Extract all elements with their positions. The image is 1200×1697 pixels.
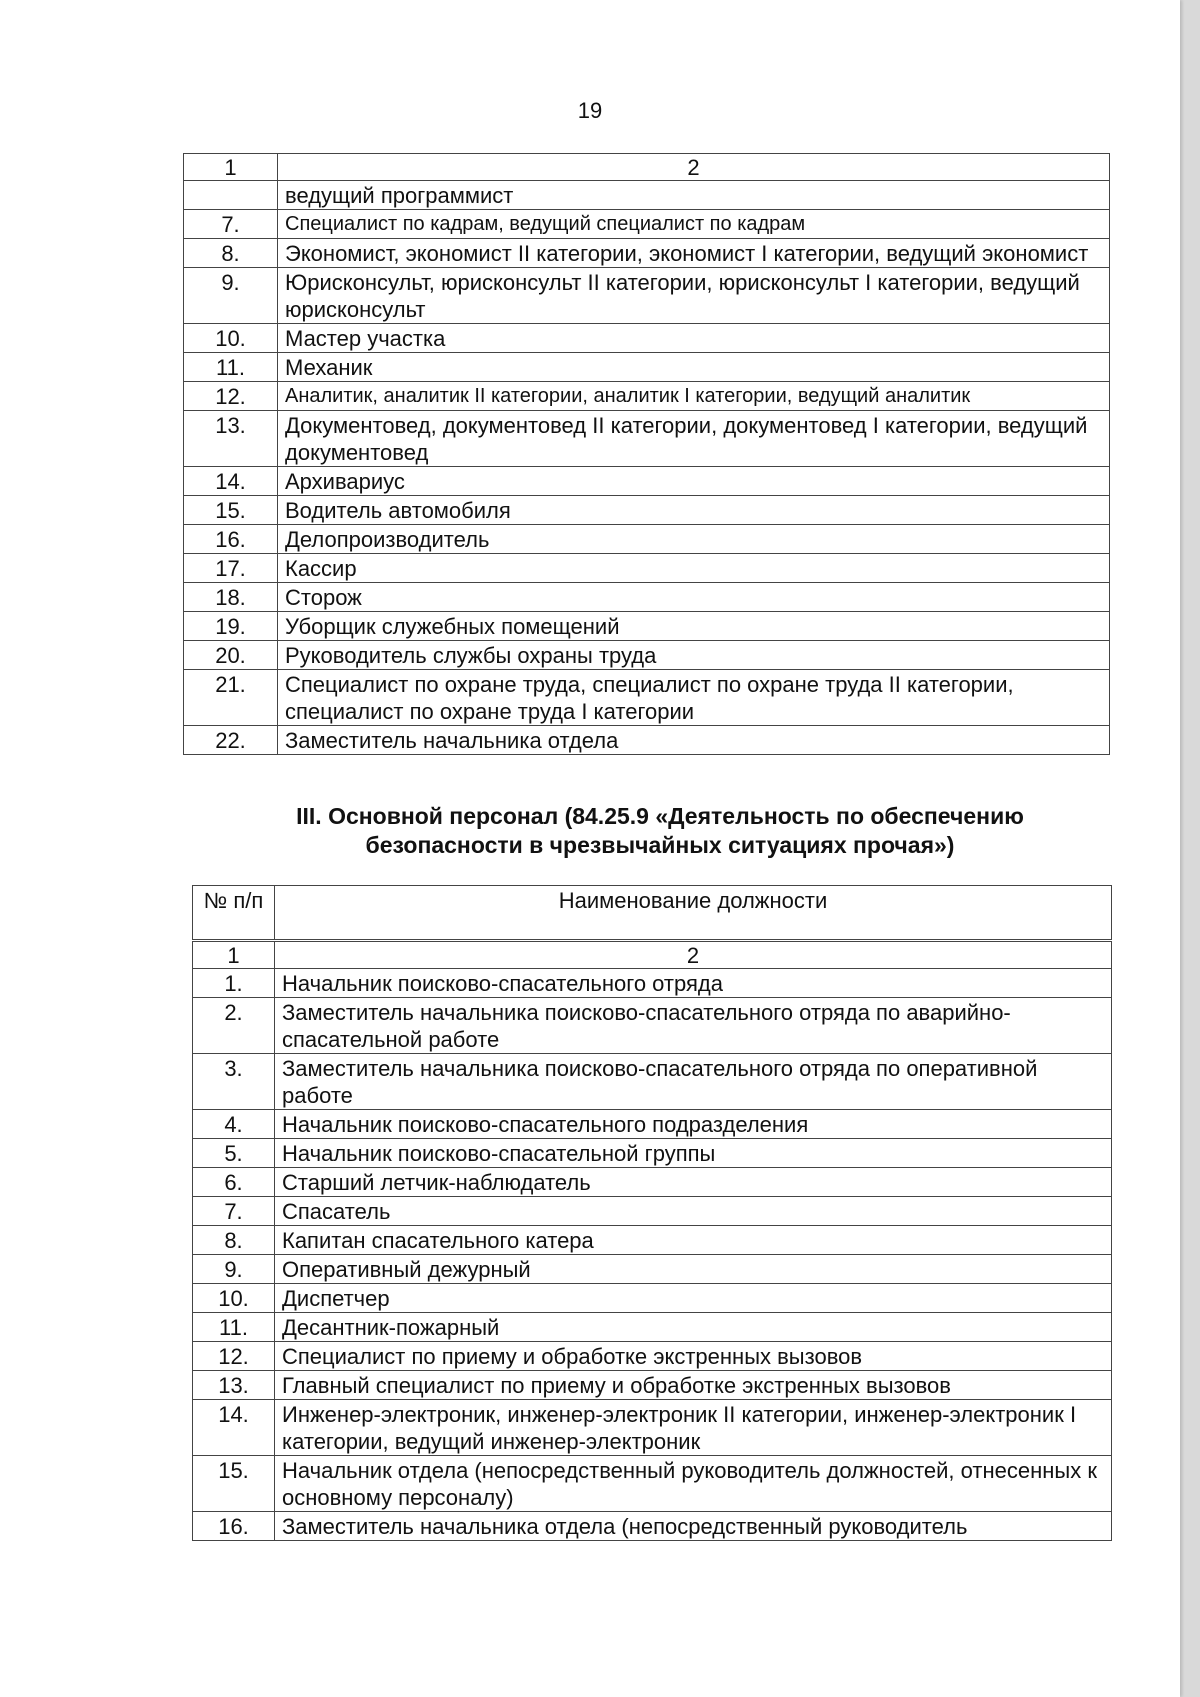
table-row xyxy=(193,1139,1112,1168)
row-number: 5. xyxy=(193,1139,275,1168)
table-row xyxy=(184,670,1110,726)
table-row xyxy=(193,1342,1112,1371)
position-name: Специалист по кадрам, ведущий специалист по кадрам xyxy=(278,210,1110,239)
position-name: Главный специалист по приему и обработке экстренных вызовов xyxy=(275,1371,1112,1400)
row-number: 2. xyxy=(193,998,275,1054)
table-row xyxy=(193,1168,1112,1197)
core-staff-table-body xyxy=(193,886,1112,1541)
row-number: 15. xyxy=(193,1456,275,1512)
table-row xyxy=(193,1313,1112,1342)
position-name: Кассир xyxy=(278,554,1110,583)
position-name: Начальник поисково-спасательного отряда xyxy=(275,969,1112,998)
row-number: 14. xyxy=(184,467,278,496)
position-name: Заместитель начальника поисково-спасательного отряда по аварийно-спасательной работе xyxy=(275,998,1112,1054)
position-name: Руководитель службы охраны труда xyxy=(278,641,1110,670)
position-name: Заместитель начальника поисково-спасательного отряда по оперативной работе xyxy=(275,1054,1112,1110)
column-number-row xyxy=(184,154,1110,181)
position-name: Экономист, экономист II категории, экономист I категории, ведущий экономист xyxy=(278,239,1110,268)
position-name: Аналитик, аналитик II категории, аналитик I категории, ведущий аналитик xyxy=(278,382,1110,411)
table-row xyxy=(193,1400,1112,1456)
row-number: 3. xyxy=(193,1054,275,1110)
position-name: Документовед, документовед II категории, документовед I категории, ведущий документовед xyxy=(278,411,1110,467)
table-row xyxy=(184,726,1110,755)
row-number: 15. xyxy=(184,496,278,525)
column-number-row xyxy=(193,941,1112,969)
positions-table-continued xyxy=(183,153,1110,755)
table-header-row xyxy=(193,886,1112,941)
row-number: 9. xyxy=(184,268,278,324)
table-row xyxy=(193,1110,1112,1139)
row-number: 17. xyxy=(184,554,278,583)
table-row xyxy=(184,583,1110,612)
table-row xyxy=(184,525,1110,554)
table-row xyxy=(184,467,1110,496)
page-number: 19 xyxy=(577,98,603,123)
position-name: Юрисконсульт, юрисконсульт II категории, юрисконсульт I категории, ведущий юрисконсульт xyxy=(278,268,1110,324)
row-number: 12. xyxy=(193,1342,275,1371)
position-name: Уборщик служебных помещений xyxy=(278,612,1110,641)
position-name: Архивариус xyxy=(278,467,1110,496)
table-row xyxy=(193,1054,1112,1110)
position-name: Начальник поисково-спасательного подразделения xyxy=(275,1110,1112,1139)
position-name: Десантник-пожарный xyxy=(275,1313,1112,1342)
table-row xyxy=(193,1255,1112,1284)
position-name: Оперативный дежурный xyxy=(275,1255,1112,1284)
position-name: ведущий программист xyxy=(278,181,1110,210)
row-number: 7. xyxy=(193,1197,275,1226)
position-name: Спасатель xyxy=(275,1197,1112,1226)
header-number: № п/п xyxy=(193,886,275,941)
position-name: Диспетчер xyxy=(275,1284,1112,1313)
position-name: Специалист по охране труда, специалист по охране труда II категории, специалист по охране труда I категории xyxy=(278,670,1110,726)
position-name: Заместитель начальника отдела xyxy=(278,726,1110,755)
table-row xyxy=(184,496,1110,525)
row-number: 6. xyxy=(193,1168,275,1197)
table-row xyxy=(184,411,1110,467)
section-title-line: безопасности в чрезвычайных ситуациях прочая») xyxy=(365,832,955,858)
row-number: 13. xyxy=(184,411,278,467)
row-number: 1. xyxy=(193,969,275,998)
position-name: Начальник отдела (непосредственный руководитель должностей, отнесенных к основному персоналу) xyxy=(275,1456,1112,1512)
column-number: 2 xyxy=(278,154,1110,181)
row-number xyxy=(184,181,278,210)
row-number: 10. xyxy=(193,1284,275,1313)
table-row xyxy=(193,1456,1112,1512)
row-number: 22. xyxy=(184,726,278,755)
table-row xyxy=(193,1512,1112,1541)
row-number: 16. xyxy=(193,1512,275,1541)
row-number: 11. xyxy=(193,1313,275,1342)
row-number: 20. xyxy=(184,641,278,670)
column-number: 1 xyxy=(184,154,278,181)
row-number: 21. xyxy=(184,670,278,726)
section-title-line: III. Основной персонал (84.25.9 «Деятельность по обеспечению xyxy=(296,803,1024,829)
column-number: 1 xyxy=(193,941,275,969)
table-row xyxy=(184,210,1110,239)
table-row xyxy=(193,998,1112,1054)
table-row xyxy=(184,181,1110,210)
table-row xyxy=(184,641,1110,670)
position-name: Начальник поисково-спасательной группы xyxy=(275,1139,1112,1168)
position-name: Механик xyxy=(278,353,1110,382)
row-number: 14. xyxy=(193,1400,275,1456)
row-number: 8. xyxy=(193,1226,275,1255)
position-name: Водитель автомобиля xyxy=(278,496,1110,525)
table-row xyxy=(184,382,1110,411)
header-position-name: Наименование должности xyxy=(275,886,1112,941)
row-number: 9. xyxy=(193,1255,275,1284)
table-row xyxy=(193,1197,1112,1226)
row-number: 16. xyxy=(184,525,278,554)
position-name: Мастер участка xyxy=(278,324,1110,353)
table-row xyxy=(184,239,1110,268)
core-staff-table xyxy=(192,885,1112,1541)
position-name: Заместитель начальника отдела (непосредственный руководитель xyxy=(275,1512,1112,1541)
row-number: 4. xyxy=(193,1110,275,1139)
table-row xyxy=(193,1284,1112,1313)
position-name: Старший летчик-наблюдатель xyxy=(275,1168,1112,1197)
position-name: Инженер-электроник, инженер-электроник II категории, инженер-электроник I категории, ведущий инженер-электроник xyxy=(275,1400,1112,1456)
table-row xyxy=(193,1226,1112,1255)
table-row xyxy=(193,1371,1112,1400)
table-row xyxy=(184,554,1110,583)
section-title xyxy=(200,802,1120,860)
table-row xyxy=(184,324,1110,353)
row-number: 12. xyxy=(184,382,278,411)
table-row xyxy=(184,612,1110,641)
position-name: Делопроизводитель xyxy=(278,525,1110,554)
row-number: 10. xyxy=(184,324,278,353)
table-row xyxy=(184,268,1110,324)
position-name: Специалист по приему и обработке экстренных вызовов xyxy=(275,1342,1112,1371)
row-number: 13. xyxy=(193,1371,275,1400)
row-number: 18. xyxy=(184,583,278,612)
row-number: 7. xyxy=(184,210,278,239)
row-number: 11. xyxy=(184,353,278,382)
column-number: 2 xyxy=(275,941,1112,969)
row-number: 8. xyxy=(184,239,278,268)
table-row xyxy=(184,353,1110,382)
position-name: Капитан спасательного катера xyxy=(275,1226,1112,1255)
table-row xyxy=(193,969,1112,998)
positions-table-continued-body xyxy=(184,154,1110,755)
position-name: Сторож xyxy=(278,583,1110,612)
row-number: 19. xyxy=(184,612,278,641)
